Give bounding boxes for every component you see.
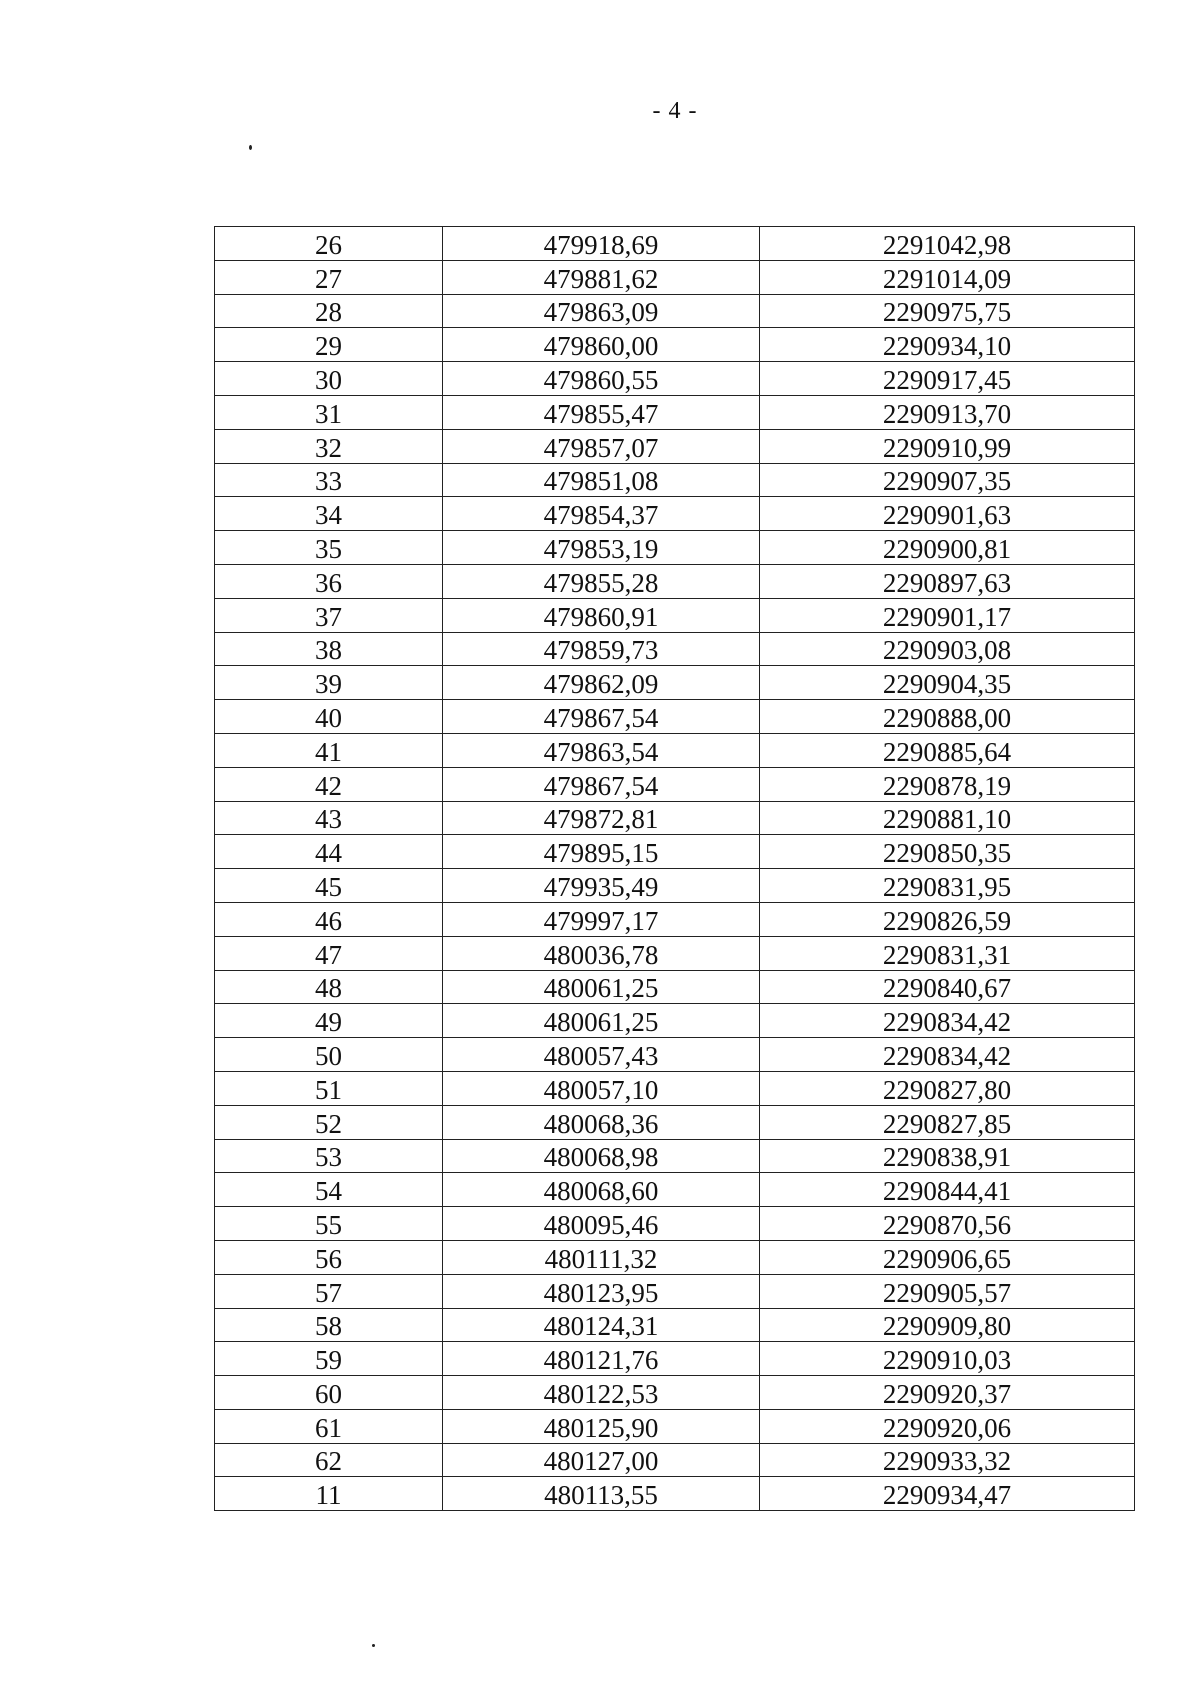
x-coordinate-cell: 479863,09 [443, 294, 760, 328]
y-coordinate-cell: 2290901,17 [760, 598, 1135, 632]
table-row [215, 801, 1135, 835]
point-number-cell: 45 [215, 869, 443, 903]
table-row [215, 902, 1135, 936]
x-coordinate-cell: 480124,31 [443, 1308, 760, 1342]
table-row [215, 1105, 1135, 1139]
table-row [215, 1477, 1135, 1511]
x-coordinate-cell: 479860,00 [443, 328, 760, 362]
x-coordinate-cell: 479918,69 [443, 227, 760, 261]
y-coordinate-cell: 2290827,80 [760, 1071, 1135, 1105]
point-number-cell: 31 [215, 395, 443, 429]
y-coordinate-cell: 2290870,56 [760, 1207, 1135, 1241]
x-coordinate-cell: 480122,53 [443, 1376, 760, 1410]
point-number-cell: 11 [215, 1477, 443, 1511]
y-coordinate-cell: 2290881,10 [760, 801, 1135, 835]
table-row [215, 598, 1135, 632]
table-row [215, 497, 1135, 531]
table-row [215, 429, 1135, 463]
y-coordinate-cell: 2290903,08 [760, 632, 1135, 666]
y-coordinate-cell: 2291042,98 [760, 227, 1135, 261]
page-number: - 4 - [652, 98, 698, 124]
table-row [215, 463, 1135, 497]
x-coordinate-cell: 480061,25 [443, 1004, 760, 1038]
x-coordinate-cell: 480057,43 [443, 1038, 760, 1072]
y-coordinate-cell: 2290913,70 [760, 395, 1135, 429]
x-coordinate-cell: 479895,15 [443, 835, 760, 869]
x-coordinate-cell: 480123,95 [443, 1274, 760, 1308]
table-row [215, 936, 1135, 970]
table-row [215, 1409, 1135, 1443]
table-row [215, 1376, 1135, 1410]
y-coordinate-cell: 2290885,64 [760, 733, 1135, 767]
y-coordinate-cell: 2290878,19 [760, 767, 1135, 801]
point-number-cell: 30 [215, 362, 443, 396]
point-number-cell: 60 [215, 1376, 443, 1410]
x-coordinate-cell: 479881,62 [443, 260, 760, 294]
point-number-cell: 59 [215, 1342, 443, 1376]
y-coordinate-cell: 2290831,95 [760, 869, 1135, 903]
x-coordinate-cell: 480095,46 [443, 1207, 760, 1241]
table-row [215, 869, 1135, 903]
point-number-cell: 56 [215, 1240, 443, 1274]
point-number-cell: 33 [215, 463, 443, 497]
x-coordinate-cell: 480127,00 [443, 1443, 760, 1477]
point-number-cell: 46 [215, 902, 443, 936]
y-coordinate-cell: 2290844,41 [760, 1173, 1135, 1207]
y-coordinate-cell: 2290900,81 [760, 531, 1135, 565]
x-coordinate-cell: 479935,49 [443, 869, 760, 903]
table-row [215, 1173, 1135, 1207]
table-row [215, 632, 1135, 666]
y-coordinate-cell: 2290850,35 [760, 835, 1135, 869]
x-coordinate-cell: 480111,32 [443, 1240, 760, 1274]
table-row [215, 733, 1135, 767]
table-row [215, 970, 1135, 1004]
point-number-cell: 43 [215, 801, 443, 835]
x-coordinate-cell: 479867,54 [443, 700, 760, 734]
y-coordinate-cell: 2290975,75 [760, 294, 1135, 328]
x-coordinate-cell: 480113,55 [443, 1477, 760, 1511]
y-coordinate-cell: 2290897,63 [760, 564, 1135, 598]
y-coordinate-cell: 2290840,67 [760, 970, 1135, 1004]
table-row [215, 1207, 1135, 1241]
point-number-cell: 52 [215, 1105, 443, 1139]
x-coordinate-cell: 479867,54 [443, 767, 760, 801]
point-number-cell: 37 [215, 598, 443, 632]
point-number-cell: 42 [215, 767, 443, 801]
scan-speck [372, 1644, 375, 1647]
y-coordinate-cell: 2290904,35 [760, 666, 1135, 700]
table-row [215, 835, 1135, 869]
point-number-cell: 44 [215, 835, 443, 869]
point-number-cell: 26 [215, 227, 443, 261]
point-number-cell: 41 [215, 733, 443, 767]
y-coordinate-cell: 2290909,80 [760, 1308, 1135, 1342]
table-row [215, 227, 1135, 261]
point-number-cell: 27 [215, 260, 443, 294]
table-row [215, 700, 1135, 734]
table-row [215, 531, 1135, 565]
point-number-cell: 40 [215, 700, 443, 734]
x-coordinate-cell: 479860,55 [443, 362, 760, 396]
table-row [215, 395, 1135, 429]
x-coordinate-cell: 479854,37 [443, 497, 760, 531]
x-coordinate-cell: 479860,91 [443, 598, 760, 632]
y-coordinate-cell: 2290834,42 [760, 1038, 1135, 1072]
table-row [215, 260, 1135, 294]
scan-speck [249, 145, 252, 150]
table-row [215, 1139, 1135, 1173]
point-number-cell: 53 [215, 1139, 443, 1173]
point-number-cell: 47 [215, 936, 443, 970]
x-coordinate-cell: 480057,10 [443, 1071, 760, 1105]
y-coordinate-cell: 2290933,32 [760, 1443, 1135, 1477]
y-coordinate-cell: 2290920,06 [760, 1409, 1135, 1443]
point-number-cell: 35 [215, 531, 443, 565]
point-number-cell: 36 [215, 564, 443, 598]
y-coordinate-cell: 2290907,35 [760, 463, 1135, 497]
coordinates-table [214, 226, 1135, 1511]
x-coordinate-cell: 479851,08 [443, 463, 760, 497]
y-coordinate-cell: 2290920,37 [760, 1376, 1135, 1410]
point-number-cell: 34 [215, 497, 443, 531]
x-coordinate-cell: 479997,17 [443, 902, 760, 936]
x-coordinate-cell: 480061,25 [443, 970, 760, 1004]
y-coordinate-cell: 2290934,47 [760, 1477, 1135, 1511]
table-row [215, 767, 1135, 801]
point-number-cell: 62 [215, 1443, 443, 1477]
y-coordinate-cell: 2290838,91 [760, 1139, 1135, 1173]
y-coordinate-cell: 2290917,45 [760, 362, 1135, 396]
y-coordinate-cell: 2291014,09 [760, 260, 1135, 294]
table-row [215, 1308, 1135, 1342]
y-coordinate-cell: 2290906,65 [760, 1240, 1135, 1274]
point-number-cell: 50 [215, 1038, 443, 1072]
x-coordinate-cell: 480068,60 [443, 1173, 760, 1207]
table-row [215, 564, 1135, 598]
table-row [215, 1342, 1135, 1376]
point-number-cell: 48 [215, 970, 443, 1004]
point-number-cell: 51 [215, 1071, 443, 1105]
point-number-cell: 39 [215, 666, 443, 700]
point-number-cell: 49 [215, 1004, 443, 1038]
y-coordinate-cell: 2290827,85 [760, 1105, 1135, 1139]
y-coordinate-cell: 2290934,10 [760, 328, 1135, 362]
point-number-cell: 28 [215, 294, 443, 328]
point-number-cell: 58 [215, 1308, 443, 1342]
table-row [215, 1240, 1135, 1274]
x-coordinate-cell: 479863,54 [443, 733, 760, 767]
y-coordinate-cell: 2290826,59 [760, 902, 1135, 936]
x-coordinate-cell: 479859,73 [443, 632, 760, 666]
point-number-cell: 32 [215, 429, 443, 463]
y-coordinate-cell: 2290910,03 [760, 1342, 1135, 1376]
table-row [215, 328, 1135, 362]
point-number-cell: 54 [215, 1173, 443, 1207]
x-coordinate-cell: 479853,19 [443, 531, 760, 565]
table-row [215, 1004, 1135, 1038]
x-coordinate-cell: 480068,36 [443, 1105, 760, 1139]
point-number-cell: 55 [215, 1207, 443, 1241]
table-row [215, 666, 1135, 700]
point-number-cell: 38 [215, 632, 443, 666]
table-row [215, 1443, 1135, 1477]
point-number-cell: 29 [215, 328, 443, 362]
point-number-cell: 61 [215, 1409, 443, 1443]
y-coordinate-cell: 2290834,42 [760, 1004, 1135, 1038]
x-coordinate-cell: 480068,98 [443, 1139, 760, 1173]
x-coordinate-cell: 479855,28 [443, 564, 760, 598]
x-coordinate-cell: 479862,09 [443, 666, 760, 700]
table-row [215, 1274, 1135, 1308]
y-coordinate-cell: 2290905,57 [760, 1274, 1135, 1308]
x-coordinate-cell: 479857,07 [443, 429, 760, 463]
y-coordinate-cell: 2290901,63 [760, 497, 1135, 531]
x-coordinate-cell: 480121,76 [443, 1342, 760, 1376]
table-row [215, 1038, 1135, 1072]
point-number-cell: 57 [215, 1274, 443, 1308]
y-coordinate-cell: 2290910,99 [760, 429, 1135, 463]
y-coordinate-cell: 2290831,31 [760, 936, 1135, 970]
x-coordinate-cell: 479872,81 [443, 801, 760, 835]
table-row [215, 294, 1135, 328]
table-body [215, 227, 1135, 1511]
table-row [215, 1071, 1135, 1105]
table-row [215, 362, 1135, 396]
x-coordinate-cell: 479855,47 [443, 395, 760, 429]
x-coordinate-cell: 480125,90 [443, 1409, 760, 1443]
x-coordinate-cell: 480036,78 [443, 936, 760, 970]
y-coordinate-cell: 2290888,00 [760, 700, 1135, 734]
